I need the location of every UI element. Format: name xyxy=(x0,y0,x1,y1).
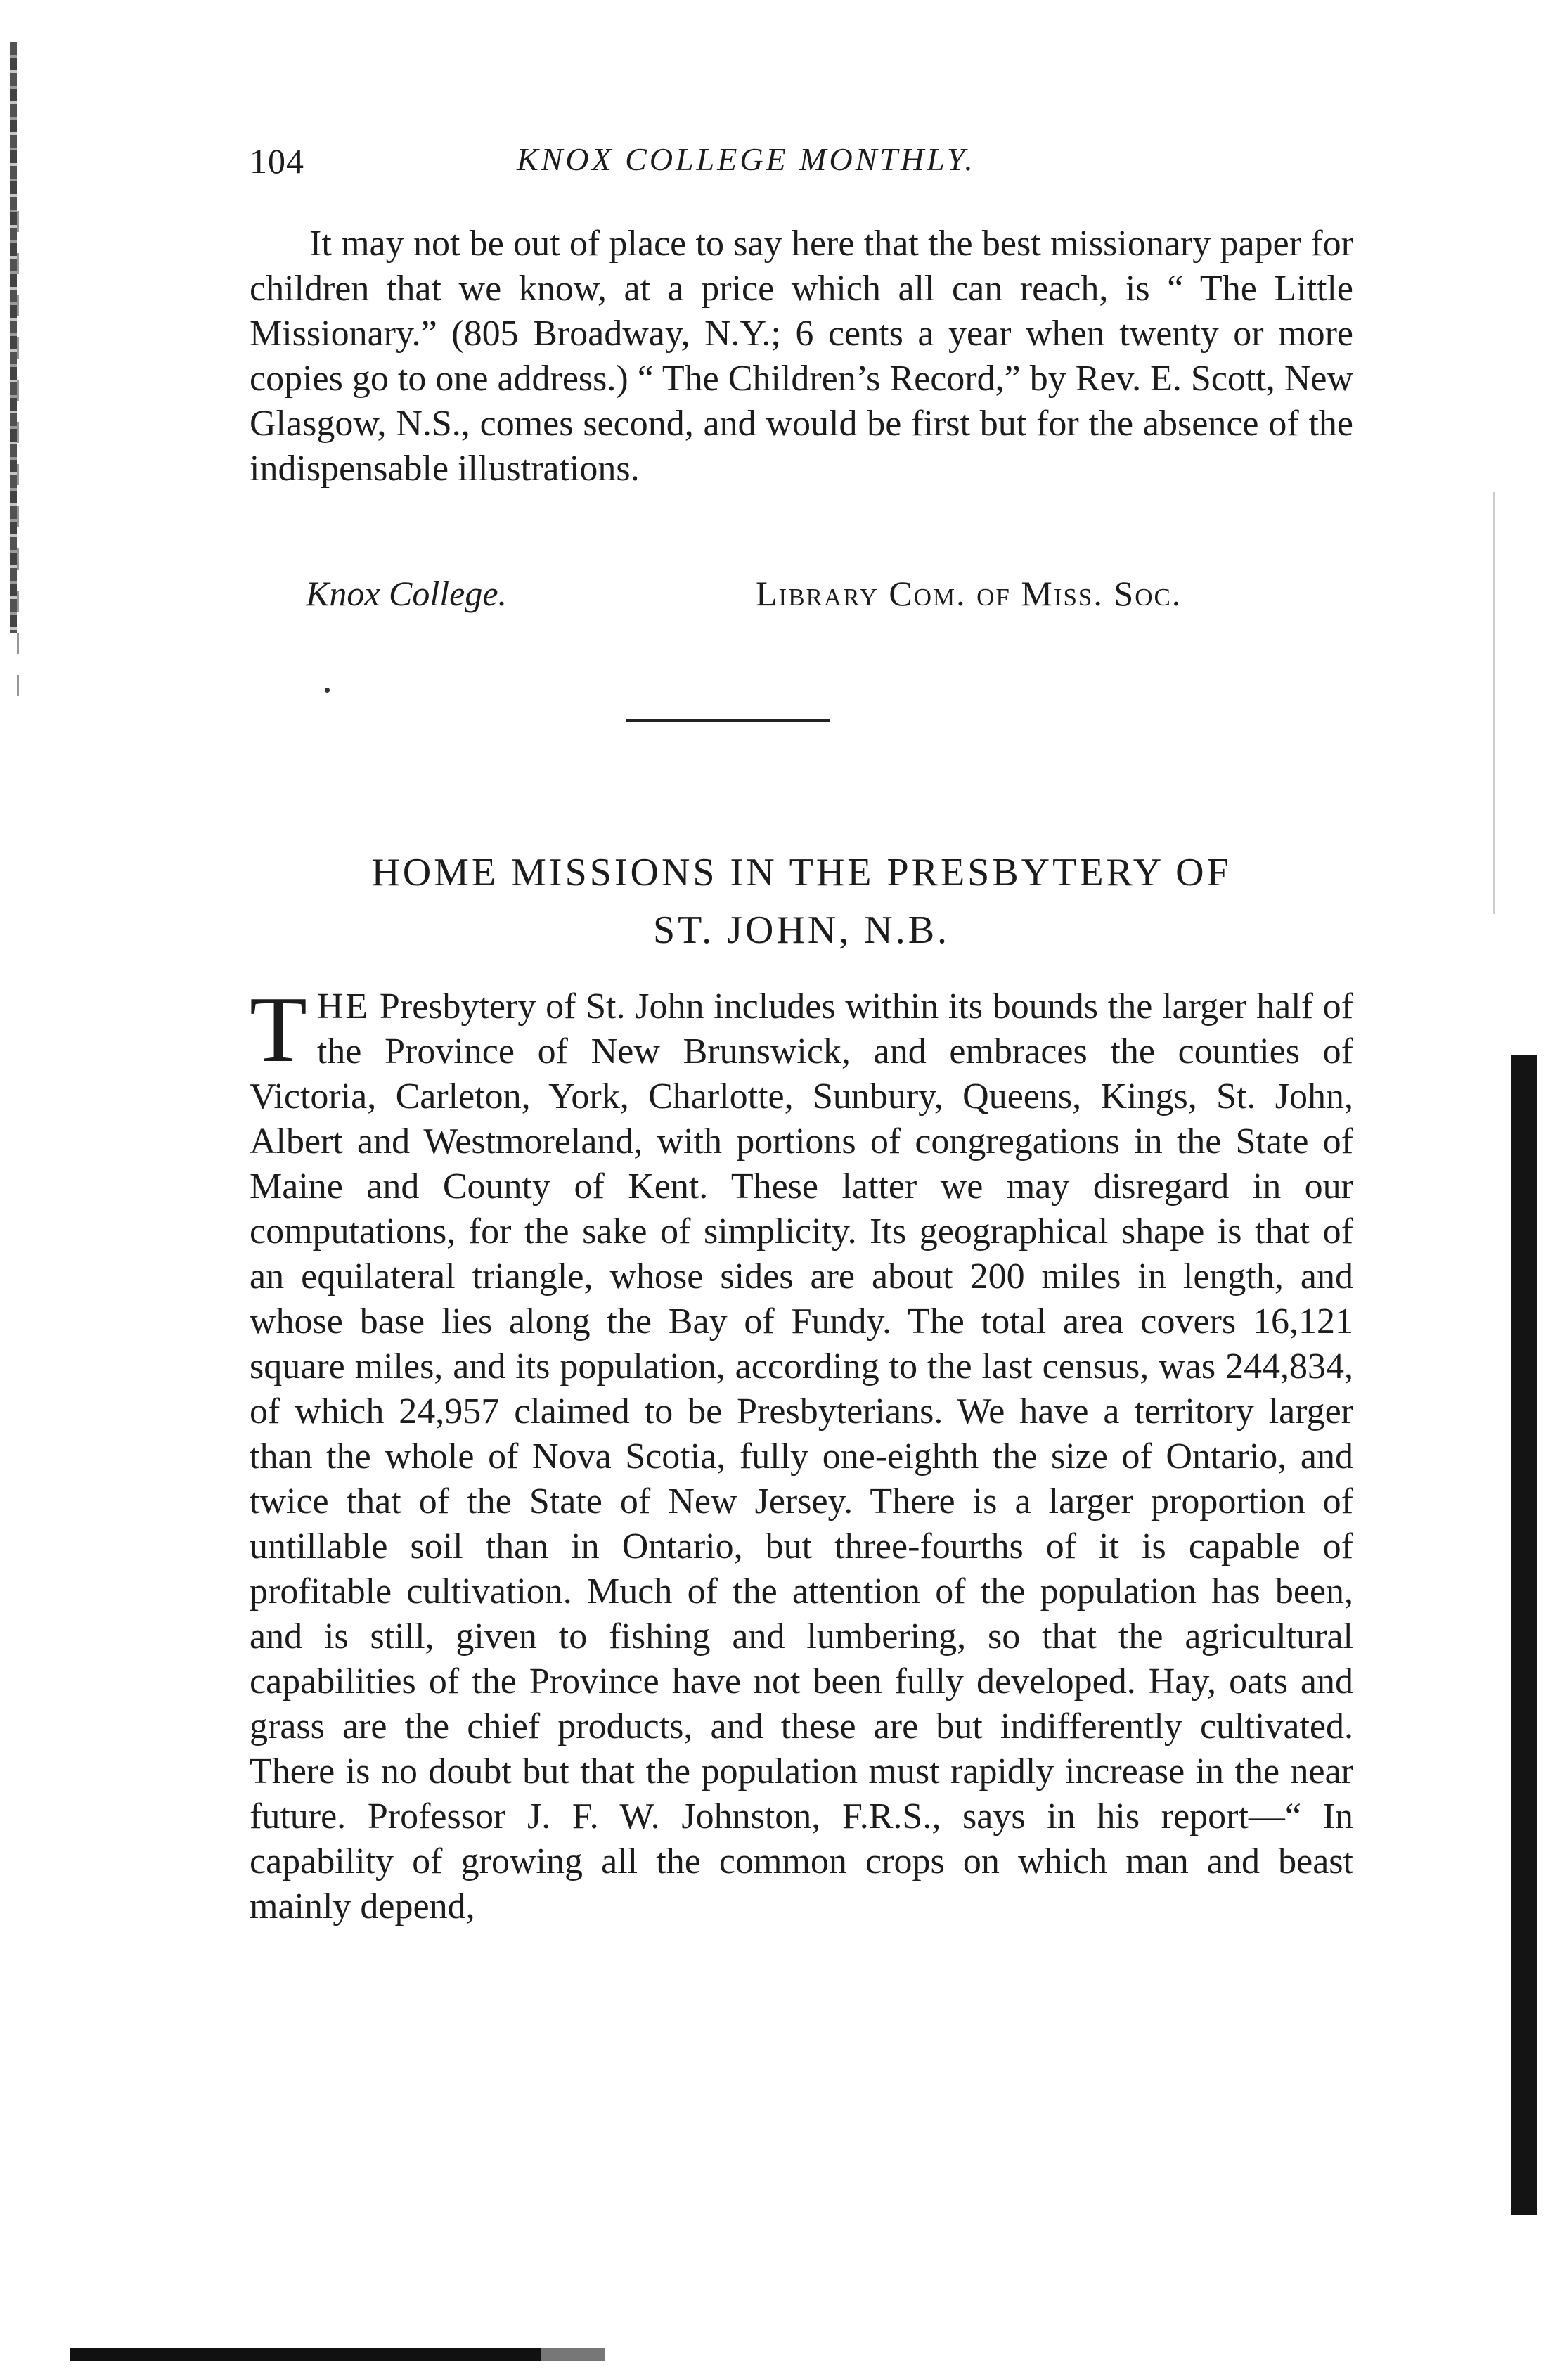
article-body xyxy=(250,977,1353,1929)
scan-edge-artifact xyxy=(1493,492,1495,914)
signature-committee: Library Com. of Miss. Soc. xyxy=(756,574,1182,613)
section-divider xyxy=(626,719,830,722)
article-title-line-1: HOME MISSIONS IN THE PRESBYTERY OF xyxy=(371,851,1232,894)
paragraph-missionary-paper: It may not be out of place to say here that the best missionary paper for children that we know, at a price which all can reach, is “ The Little Missionary.” (805 Broadway, N.Y.; 6 cents a year when twenty or more copies go to one address.) “ The Children’s Record,” by Rev. E. Scott, New Glasgow, N.S., comes second, and would be first but for the absence of the indispensable illustrations. xyxy=(250,224,1353,489)
article-first-words: HE xyxy=(316,986,370,1027)
drop-cap: T xyxy=(250,977,307,1081)
journal-title: KNOX COLLEGE MONTHLY. xyxy=(517,141,976,177)
scan-edge-artifact xyxy=(1511,1055,1537,2215)
scan-edge-artifact xyxy=(10,42,17,633)
scan-edge-artifact xyxy=(17,211,19,703)
page-number: 104 xyxy=(250,141,304,181)
article-body-text: Presbytery of St. John includes within its bounds the larger half of the Province of New Brunswick, and embraces the counties of Victoria, Carleton, York, Charlotte, Sunbury, Queens, Kings, St. John, Albert and Westmoreland, with portions of congregations in the State of Maine and County of Kent. These latter we may disregard in our computations, for the sake of simplicity. Its geographical shape is that of an equilateral triangle, whose sides are about 200 miles in length, and whose base lies along the Bay of Fundy. The total area covers 16,121 square miles, and its population, according to the last census, was 244,834, of which 24,957 claimed to be Presbyterians. We have a territory larger than the whole of Nova Scotia, fully one-eighth the size of Ontario, and twice that of the State of New Jersey. There is a larger proportion of untillable soil than in Ontario, but three-fourths of it is capable of profitable cultivation. Much of the attention of the population has been, and is still, given to fishing and lumbering, so that the agricultural capabilities of the Province have not been fully developed. Hay, oats and grass are the chief products, and these are but indifferently cultivated. There is no doubt but that the population must rapidly increase in the near future. Professor J. F. W. Johnston, F.R.S., says in his report—“ In capability of growing all the common crops on which man and beast mainly depend, xyxy=(250,986,1353,1926)
article-title xyxy=(250,844,1353,959)
scan-edge-artifact xyxy=(70,2348,605,2361)
signature-line xyxy=(306,573,1290,622)
article-title-line-2: ST. JOHN, N.B. xyxy=(652,908,950,952)
signature-place: Knox College. xyxy=(306,574,508,613)
ink-speck xyxy=(325,688,330,693)
running-head xyxy=(250,141,1381,190)
